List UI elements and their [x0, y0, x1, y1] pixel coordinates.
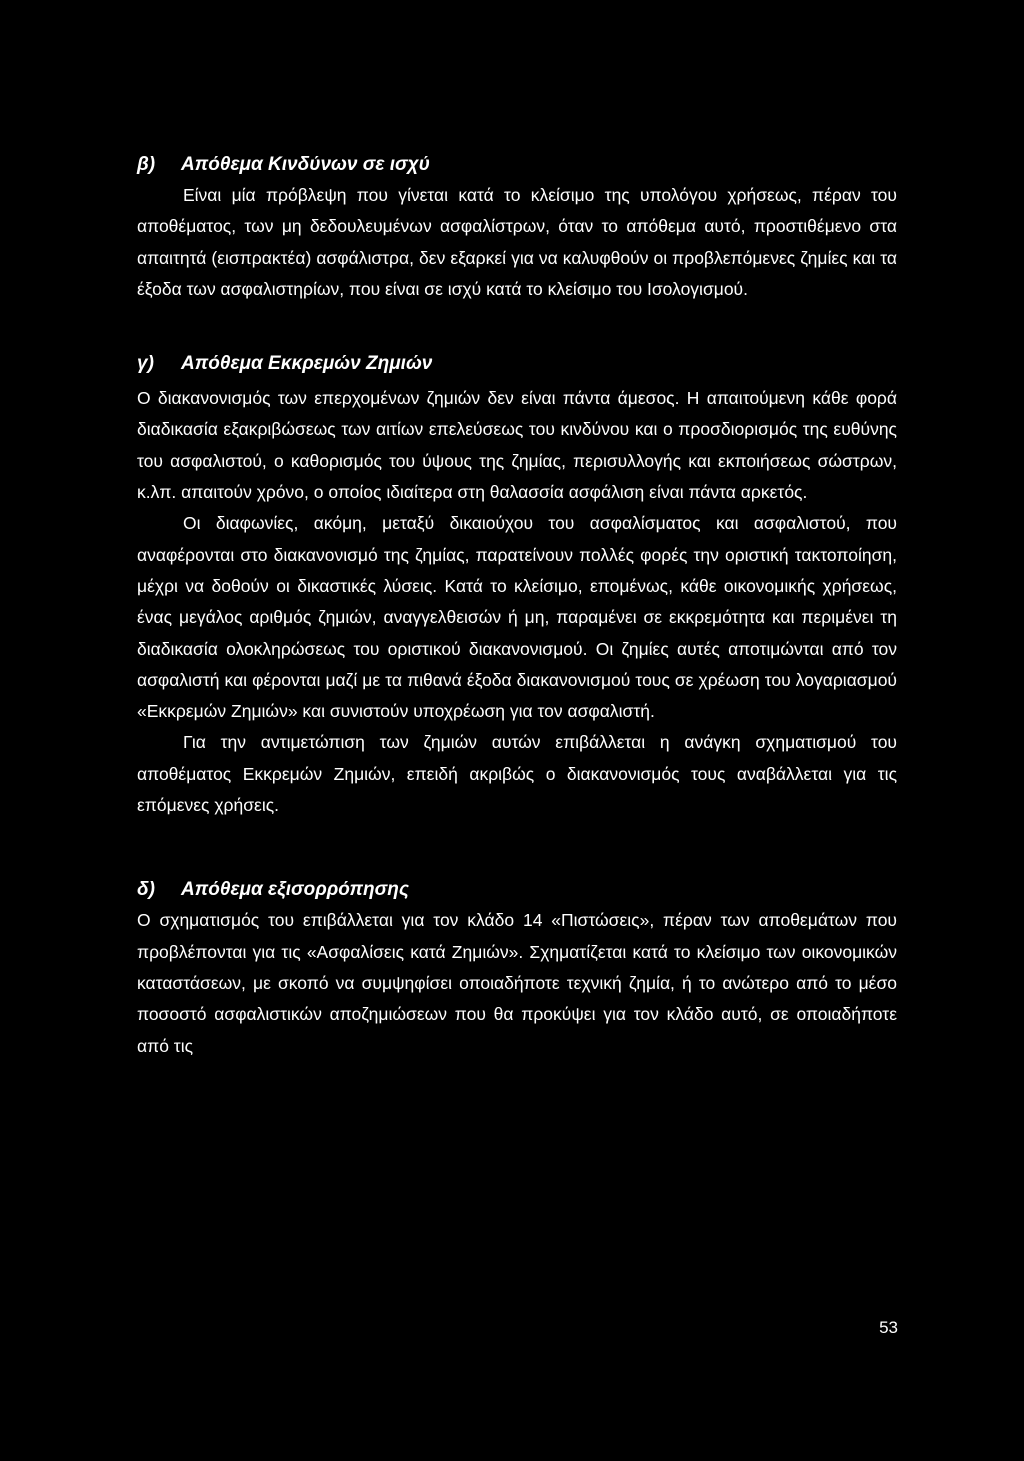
section-heading-delta: [137, 875, 897, 905]
section-title: Απόθεμα εξισορρόπησης: [181, 879, 409, 901]
paragraph: Ο σχηματισμός του επιβάλλεται για τον κλάδο 14 «Πιστώσεις», πέραν των αποθεμάτων που προβλέπονται για τις «Ασφαλίσεις κατά Ζημιών». Σχηματίζεται κατά το κλείσιμο των οικονομικών καταστάσεων, με σκοπό να συμψηφίσει οποιαδήποτε τεχνική ζημία, ή το ανώτερο από το μέσο ποσοστό ασφαλιστικών αποζημιώσεων που θα προκύψει για τον κλάδο αυτό, σε οποιαδήποτε από τις: [137, 910, 897, 1056]
paragraph: Για την αντιμετώπιση των ζημιών αυτών επιβάλλεται η ανάγκη σχηματισμού του αποθέματος Εκκρεμών Ζημιών, επειδή ακριβώς ο διακανονισμός τους αναβάλλεται για τις επόμενες χρήσεις.: [137, 732, 897, 816]
paragraph: Οι διαφωνίες, ακόμη, μεταξύ δικαιούχου του ασφαλίσματος και ασφαλιστού, που αναφέρονται στο διακανονισμό της ζημίας, παρατείνουν πολλές φορές την οριστική τακτοποίηση, μέχρι να δοθούν οι δικαστικές λύσεις. Κατά το κλείσιμο, επομένως, κάθε οικονομικής χρήσεως, ένας μεγάλος αριθμός ζημιών, αναγγελθεισών ή μη, παραμένει σε εκκρεμότητα και περιμένει τη διαδικασία ολοκληρώσεως του οριστικού διακανονισμού. Οι ζημίες αυτές αποτιμώνται από τον ασφαλιστή και φέρονται μαζί με τα πιθανά έξοδα διακανονισμού τους σε χρέωση του λογαριασμού «Εκκρεμών Ζημιών» και συνιστούν υποχρέωση για τον ασφαλιστή.: [137, 513, 897, 722]
page-number: 53: [879, 1318, 898, 1337]
paragraph: Είναι μία πρόβλεψη που γίνεται κατά το κλείσιμο της υπολόγου χρήσεως, πέραν του αποθέματος, των μη δεδουλευμένων ασφαλίστρων, όταν το απόθεμα αυτό, προστιθέμενο στα απαιτητά (εισπρακτέα) ασφάλιστρα, δεν εξαρκεί για να καλυφθούν οι προβλεπόμενες ζημίες και τα έξοδα των ασφαλιστηρίων, που είναι σε ισχύ κατά το κλείσιμο του Ισολογισμού.: [137, 185, 897, 299]
section-marker: β): [137, 154, 156, 175]
document-page: [137, 150, 897, 1062]
section-heading-gamma: [137, 349, 897, 379]
paragraph: Ο διακανονισμός των επερχομένων ζημιών δεν είναι πάντα άμεσος. Η απαιτούμενη κάθε φορά διαδικασία εξακριβώσεως των αιτίων επελεύσεως του κινδύνου και ο προσδιορισμός της ευθύνης του ασφαλιστού, ο καθορισμός του ύψους της ζημίας, περισυλλογής και εκποιήσεως σώστρων, κ.λπ. απαιτούν χρόνο, ο οποίος ιδιαίτερα στη θαλασσία ασφάλιση είναι πάντα αρκετός.: [137, 388, 897, 503]
section-title: Απόθεμα Κινδύνων σε ισχύ: [181, 154, 430, 175]
section-marker: δ): [137, 879, 155, 901]
section-title: Απόθεμα Εκκρεμών Ζημιών: [181, 353, 433, 375]
section-heading-beta: [137, 150, 897, 180]
section-marker: γ): [137, 353, 154, 375]
